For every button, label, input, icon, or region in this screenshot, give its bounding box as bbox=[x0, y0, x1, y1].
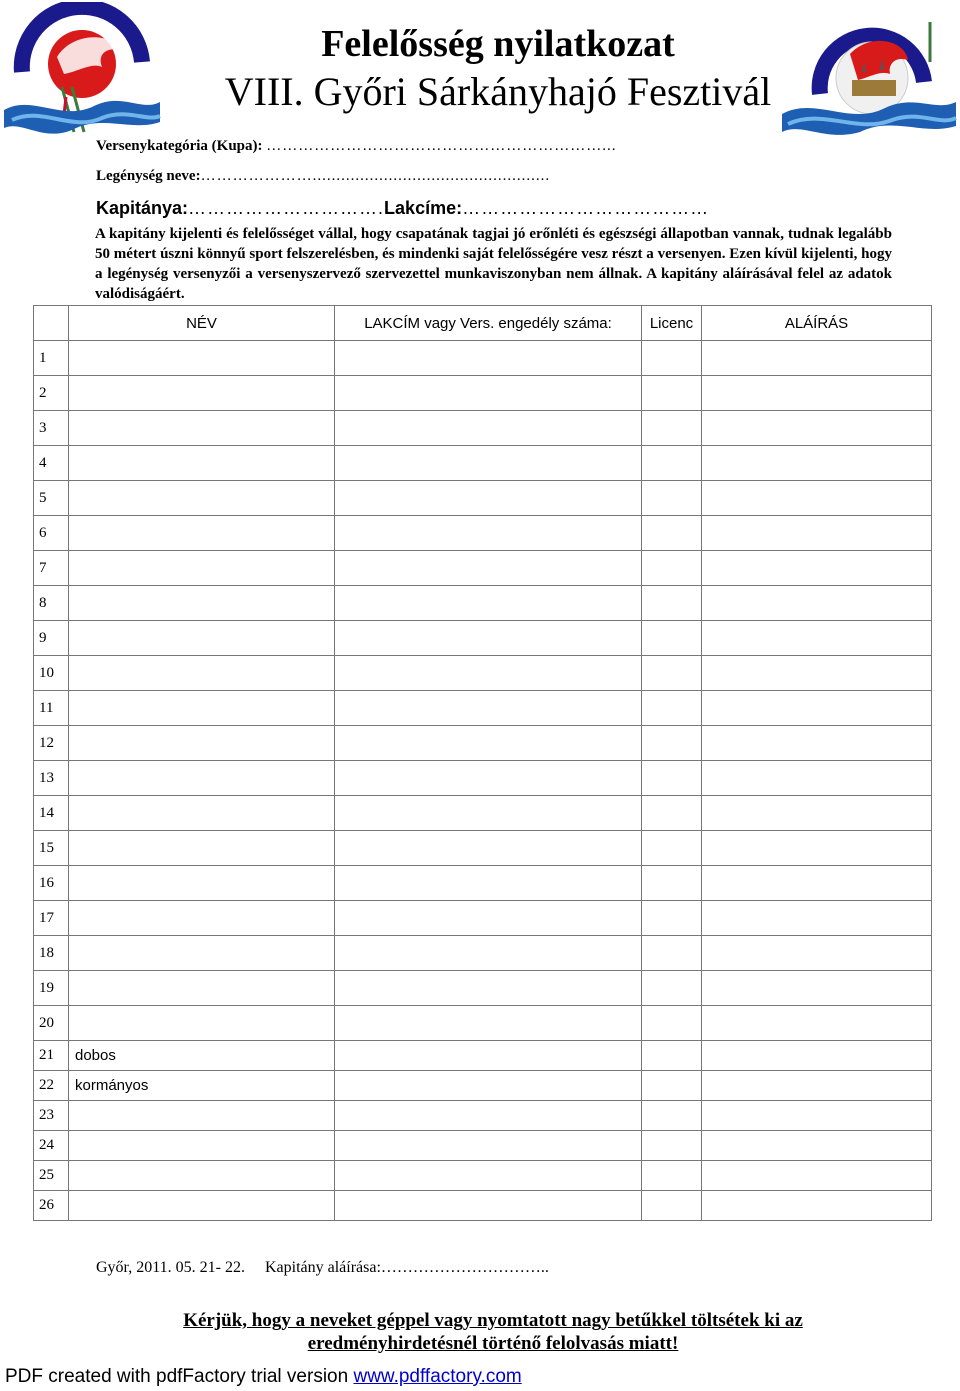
notice-line-2: eredményhirdetésnél történő felolvasás miatt! bbox=[307, 1333, 679, 1354]
address-cell[interactable] bbox=[335, 1101, 642, 1131]
row-number: 2 bbox=[34, 376, 69, 411]
license-cell[interactable] bbox=[642, 866, 702, 901]
table-row bbox=[34, 691, 932, 726]
page-title: Felelősség nyilatkozat bbox=[321, 23, 675, 65]
name-cell[interactable] bbox=[69, 726, 335, 761]
license-cell[interactable] bbox=[642, 1041, 702, 1071]
name-cell[interactable] bbox=[69, 866, 335, 901]
license-cell[interactable] bbox=[642, 831, 702, 866]
name-cell[interactable] bbox=[69, 1191, 335, 1221]
signature-cell[interactable] bbox=[702, 586, 932, 621]
license-cell[interactable] bbox=[642, 446, 702, 481]
row-number: 21 bbox=[34, 1041, 69, 1071]
address-cell[interactable] bbox=[335, 551, 642, 586]
address-cell[interactable] bbox=[335, 1071, 642, 1101]
row-number: 1 bbox=[34, 341, 69, 376]
address-cell[interactable] bbox=[335, 901, 642, 936]
license-cell[interactable] bbox=[642, 936, 702, 971]
row-number: 11 bbox=[34, 691, 69, 726]
signature-cell[interactable] bbox=[702, 831, 932, 866]
name-cell[interactable] bbox=[69, 691, 335, 726]
signature-cell[interactable] bbox=[702, 481, 932, 516]
address-cell[interactable] bbox=[335, 516, 642, 551]
signature-cell[interactable] bbox=[702, 726, 932, 761]
license-cell[interactable] bbox=[642, 1101, 702, 1131]
license-cell[interactable] bbox=[642, 656, 702, 691]
address-cell[interactable] bbox=[335, 866, 642, 901]
pdf-banner-link[interactable]: www.pdffactory.com bbox=[353, 1366, 522, 1387]
license-cell[interactable] bbox=[642, 1131, 702, 1161]
address-cell[interactable] bbox=[335, 1161, 642, 1191]
table-row bbox=[34, 971, 932, 1006]
row-number: 7 bbox=[34, 551, 69, 586]
table-row bbox=[34, 481, 932, 516]
signature-cell[interactable] bbox=[702, 1071, 932, 1101]
address-cell[interactable] bbox=[335, 726, 642, 761]
name-cell[interactable]: kormányos bbox=[69, 1071, 335, 1101]
name-cell[interactable] bbox=[69, 341, 335, 376]
license-cell[interactable] bbox=[642, 341, 702, 376]
name-cell[interactable] bbox=[69, 376, 335, 411]
notice-line-1: Kérjük, hogy a neveket géppel vagy nyomtatott nagy betűkkel töltsétek ki az bbox=[183, 1310, 803, 1331]
name-cell[interactable] bbox=[69, 1161, 335, 1191]
captain-field[interactable]: …………………………. bbox=[188, 198, 385, 218]
table-header-number bbox=[34, 306, 69, 341]
signature-cell[interactable] bbox=[702, 901, 932, 936]
table-row bbox=[34, 831, 932, 866]
address-cell[interactable] bbox=[335, 971, 642, 1006]
table-row bbox=[34, 726, 932, 761]
table-row bbox=[34, 901, 932, 936]
table-row bbox=[34, 586, 932, 621]
signature-cell[interactable] bbox=[702, 796, 932, 831]
name-cell[interactable] bbox=[69, 656, 335, 691]
table-row bbox=[34, 1041, 932, 1071]
address-cell[interactable] bbox=[335, 761, 642, 796]
address-cell[interactable] bbox=[335, 586, 642, 621]
table-header-signature: ALÁÍRÁS bbox=[702, 306, 932, 341]
table-header-address: LAKCÍM vagy Vers. engedély száma: bbox=[335, 306, 642, 341]
row-number: 9 bbox=[34, 621, 69, 656]
table-row bbox=[34, 1101, 932, 1131]
category-line bbox=[96, 138, 617, 155]
license-cell[interactable] bbox=[642, 586, 702, 621]
address-cell[interactable] bbox=[335, 411, 642, 446]
signature-cell[interactable] bbox=[702, 1101, 932, 1131]
category-label: Versenykategória (Kupa): bbox=[96, 138, 263, 154]
row-number: 25 bbox=[34, 1161, 69, 1191]
row-number: 16 bbox=[34, 866, 69, 901]
category-field[interactable]: ………………………………………………………... bbox=[266, 138, 617, 154]
declaration-text: A kapitány kijelenti és felelősséget vállal, hogy csapatának tagjai jó erőnléti és egészségi állapotban vannak, tudnak legalább 50 métert úszni könnyű sport felszerelésben, és mindenki saját felelősségére vesz részt a versenyen. Ezen kívül kijelenti, hogy a legénység versenyzői a versenyszervező szervezettel munkaviszonyban nem állnak. A kapitány aláírásával felel az adatok valódiságáért. bbox=[95, 226, 892, 302]
license-cell[interactable] bbox=[642, 481, 702, 516]
row-number: 15 bbox=[34, 831, 69, 866]
row-number: 26 bbox=[34, 1191, 69, 1221]
page-subtitle: VIII. Győri Sárkányhajó Fesztivál bbox=[224, 69, 772, 114]
license-cell[interactable] bbox=[642, 726, 702, 761]
address-cell[interactable] bbox=[335, 1191, 642, 1221]
table-row bbox=[34, 411, 932, 446]
signature-cell[interactable] bbox=[702, 376, 932, 411]
table-row bbox=[34, 1161, 932, 1191]
name-cell[interactable] bbox=[69, 1101, 335, 1131]
name-cell[interactable] bbox=[69, 971, 335, 1006]
pdf-banner bbox=[5, 1366, 522, 1388]
license-cell[interactable] bbox=[642, 376, 702, 411]
table-row bbox=[34, 341, 932, 376]
table-row bbox=[34, 1191, 932, 1221]
address-cell[interactable] bbox=[335, 656, 642, 691]
row-number: 17 bbox=[34, 901, 69, 936]
address-cell[interactable] bbox=[335, 936, 642, 971]
license-cell[interactable] bbox=[642, 411, 702, 446]
name-cell[interactable] bbox=[69, 621, 335, 656]
row-number: 8 bbox=[34, 586, 69, 621]
table-row bbox=[34, 446, 932, 481]
address-label: Lakcíme: bbox=[384, 198, 463, 218]
signature-cell[interactable] bbox=[702, 1041, 932, 1071]
signature-cell[interactable] bbox=[702, 656, 932, 691]
row-number: 5 bbox=[34, 481, 69, 516]
address-cell[interactable] bbox=[335, 621, 642, 656]
row-number: 4 bbox=[34, 446, 69, 481]
signature-cell[interactable] bbox=[702, 1131, 932, 1161]
pdf-banner-text: PDF created with pdfFactory trial version bbox=[5, 1366, 354, 1387]
address-cell[interactable] bbox=[335, 691, 642, 726]
name-cell[interactable] bbox=[69, 796, 335, 831]
crew-table bbox=[33, 305, 932, 1221]
signature-cell[interactable] bbox=[702, 691, 932, 726]
address-cell[interactable] bbox=[335, 831, 642, 866]
row-number: 13 bbox=[34, 761, 69, 796]
table-row bbox=[34, 656, 932, 691]
row-number: 19 bbox=[34, 971, 69, 1006]
captain-label: Kapitánya: bbox=[96, 198, 189, 218]
signature-cell[interactable] bbox=[702, 1191, 932, 1221]
license-cell[interactable] bbox=[642, 691, 702, 726]
name-cell[interactable] bbox=[69, 446, 335, 481]
address-cell[interactable] bbox=[335, 481, 642, 516]
row-number: 20 bbox=[34, 1006, 69, 1041]
name-cell[interactable] bbox=[69, 586, 335, 621]
signature-cell[interactable] bbox=[702, 971, 932, 1006]
signature-cell[interactable] bbox=[702, 411, 932, 446]
signature-cell[interactable] bbox=[702, 1006, 932, 1041]
signature-cell[interactable] bbox=[702, 936, 932, 971]
address-cell[interactable] bbox=[335, 796, 642, 831]
license-cell[interactable] bbox=[642, 1191, 702, 1221]
place-date: Győr, 2011. 05. 21- 22. bbox=[96, 1259, 245, 1276]
name-cell[interactable] bbox=[69, 761, 335, 796]
crew-field[interactable]: ………………….................................................. bbox=[200, 168, 551, 184]
row-number: 18 bbox=[34, 936, 69, 971]
address-cell[interactable] bbox=[335, 446, 642, 481]
table-header-license: Licenc bbox=[642, 306, 702, 341]
captain-signature-field[interactable]: Kapitány aláírása:………………………….. bbox=[264, 1259, 549, 1276]
name-cell[interactable] bbox=[69, 901, 335, 936]
name-cell[interactable] bbox=[69, 1006, 335, 1041]
signature-line bbox=[96, 1259, 549, 1277]
address-cell[interactable] bbox=[335, 376, 642, 411]
address-cell[interactable] bbox=[335, 1041, 642, 1071]
license-cell[interactable] bbox=[642, 901, 702, 936]
name-cell[interactable] bbox=[69, 1131, 335, 1161]
license-cell[interactable] bbox=[642, 516, 702, 551]
table-row bbox=[34, 376, 932, 411]
table-row bbox=[34, 936, 932, 971]
row-number: 10 bbox=[34, 656, 69, 691]
license-cell[interactable] bbox=[642, 971, 702, 1006]
signature-cell[interactable] bbox=[702, 341, 932, 376]
captain-line bbox=[96, 198, 709, 219]
name-cell[interactable] bbox=[69, 551, 335, 586]
name-cell[interactable] bbox=[69, 411, 335, 446]
license-cell[interactable] bbox=[642, 621, 702, 656]
name-cell[interactable] bbox=[69, 936, 335, 971]
license-cell[interactable] bbox=[642, 1161, 702, 1191]
signature-cell[interactable] bbox=[702, 621, 932, 656]
signature-cell[interactable] bbox=[702, 516, 932, 551]
table-row bbox=[34, 1071, 932, 1101]
license-cell[interactable] bbox=[642, 1071, 702, 1101]
signature-cell[interactable] bbox=[702, 446, 932, 481]
row-number: 24 bbox=[34, 1131, 69, 1161]
table-row bbox=[34, 761, 932, 796]
row-number: 14 bbox=[34, 796, 69, 831]
table-header-name: NÉV bbox=[69, 306, 335, 341]
name-cell[interactable] bbox=[69, 516, 335, 551]
table-row bbox=[34, 796, 932, 831]
address-field[interactable]: ………………………………… bbox=[462, 198, 710, 218]
row-number: 23 bbox=[34, 1101, 69, 1131]
crew-line bbox=[96, 168, 550, 185]
address-cell[interactable] bbox=[335, 1006, 642, 1041]
table-header-row bbox=[34, 306, 932, 341]
signature-cell[interactable] bbox=[702, 551, 932, 586]
crew-label: Legénység neve: bbox=[96, 168, 201, 184]
table-row bbox=[34, 516, 932, 551]
name-cell[interactable] bbox=[69, 481, 335, 516]
row-number: 6 bbox=[34, 516, 69, 551]
table-row bbox=[34, 1131, 932, 1161]
table-row bbox=[34, 551, 932, 586]
address-cell[interactable] bbox=[335, 1131, 642, 1161]
signature-cell[interactable] bbox=[702, 761, 932, 796]
license-cell[interactable] bbox=[642, 796, 702, 831]
signature-cell[interactable] bbox=[702, 1161, 932, 1191]
name-cell[interactable]: dobos bbox=[69, 1041, 335, 1071]
license-cell[interactable] bbox=[642, 761, 702, 796]
signature-cell[interactable] bbox=[702, 866, 932, 901]
address-cell[interactable] bbox=[335, 341, 642, 376]
row-number: 22 bbox=[34, 1071, 69, 1101]
notice bbox=[0, 1309, 960, 1355]
table-row bbox=[34, 621, 932, 656]
row-number: 3 bbox=[34, 411, 69, 446]
row-number: 12 bbox=[34, 726, 69, 761]
table-row bbox=[34, 1006, 932, 1041]
license-cell[interactable] bbox=[642, 551, 702, 586]
table-row bbox=[34, 866, 932, 901]
license-cell[interactable] bbox=[642, 1006, 702, 1041]
name-cell[interactable] bbox=[69, 831, 335, 866]
